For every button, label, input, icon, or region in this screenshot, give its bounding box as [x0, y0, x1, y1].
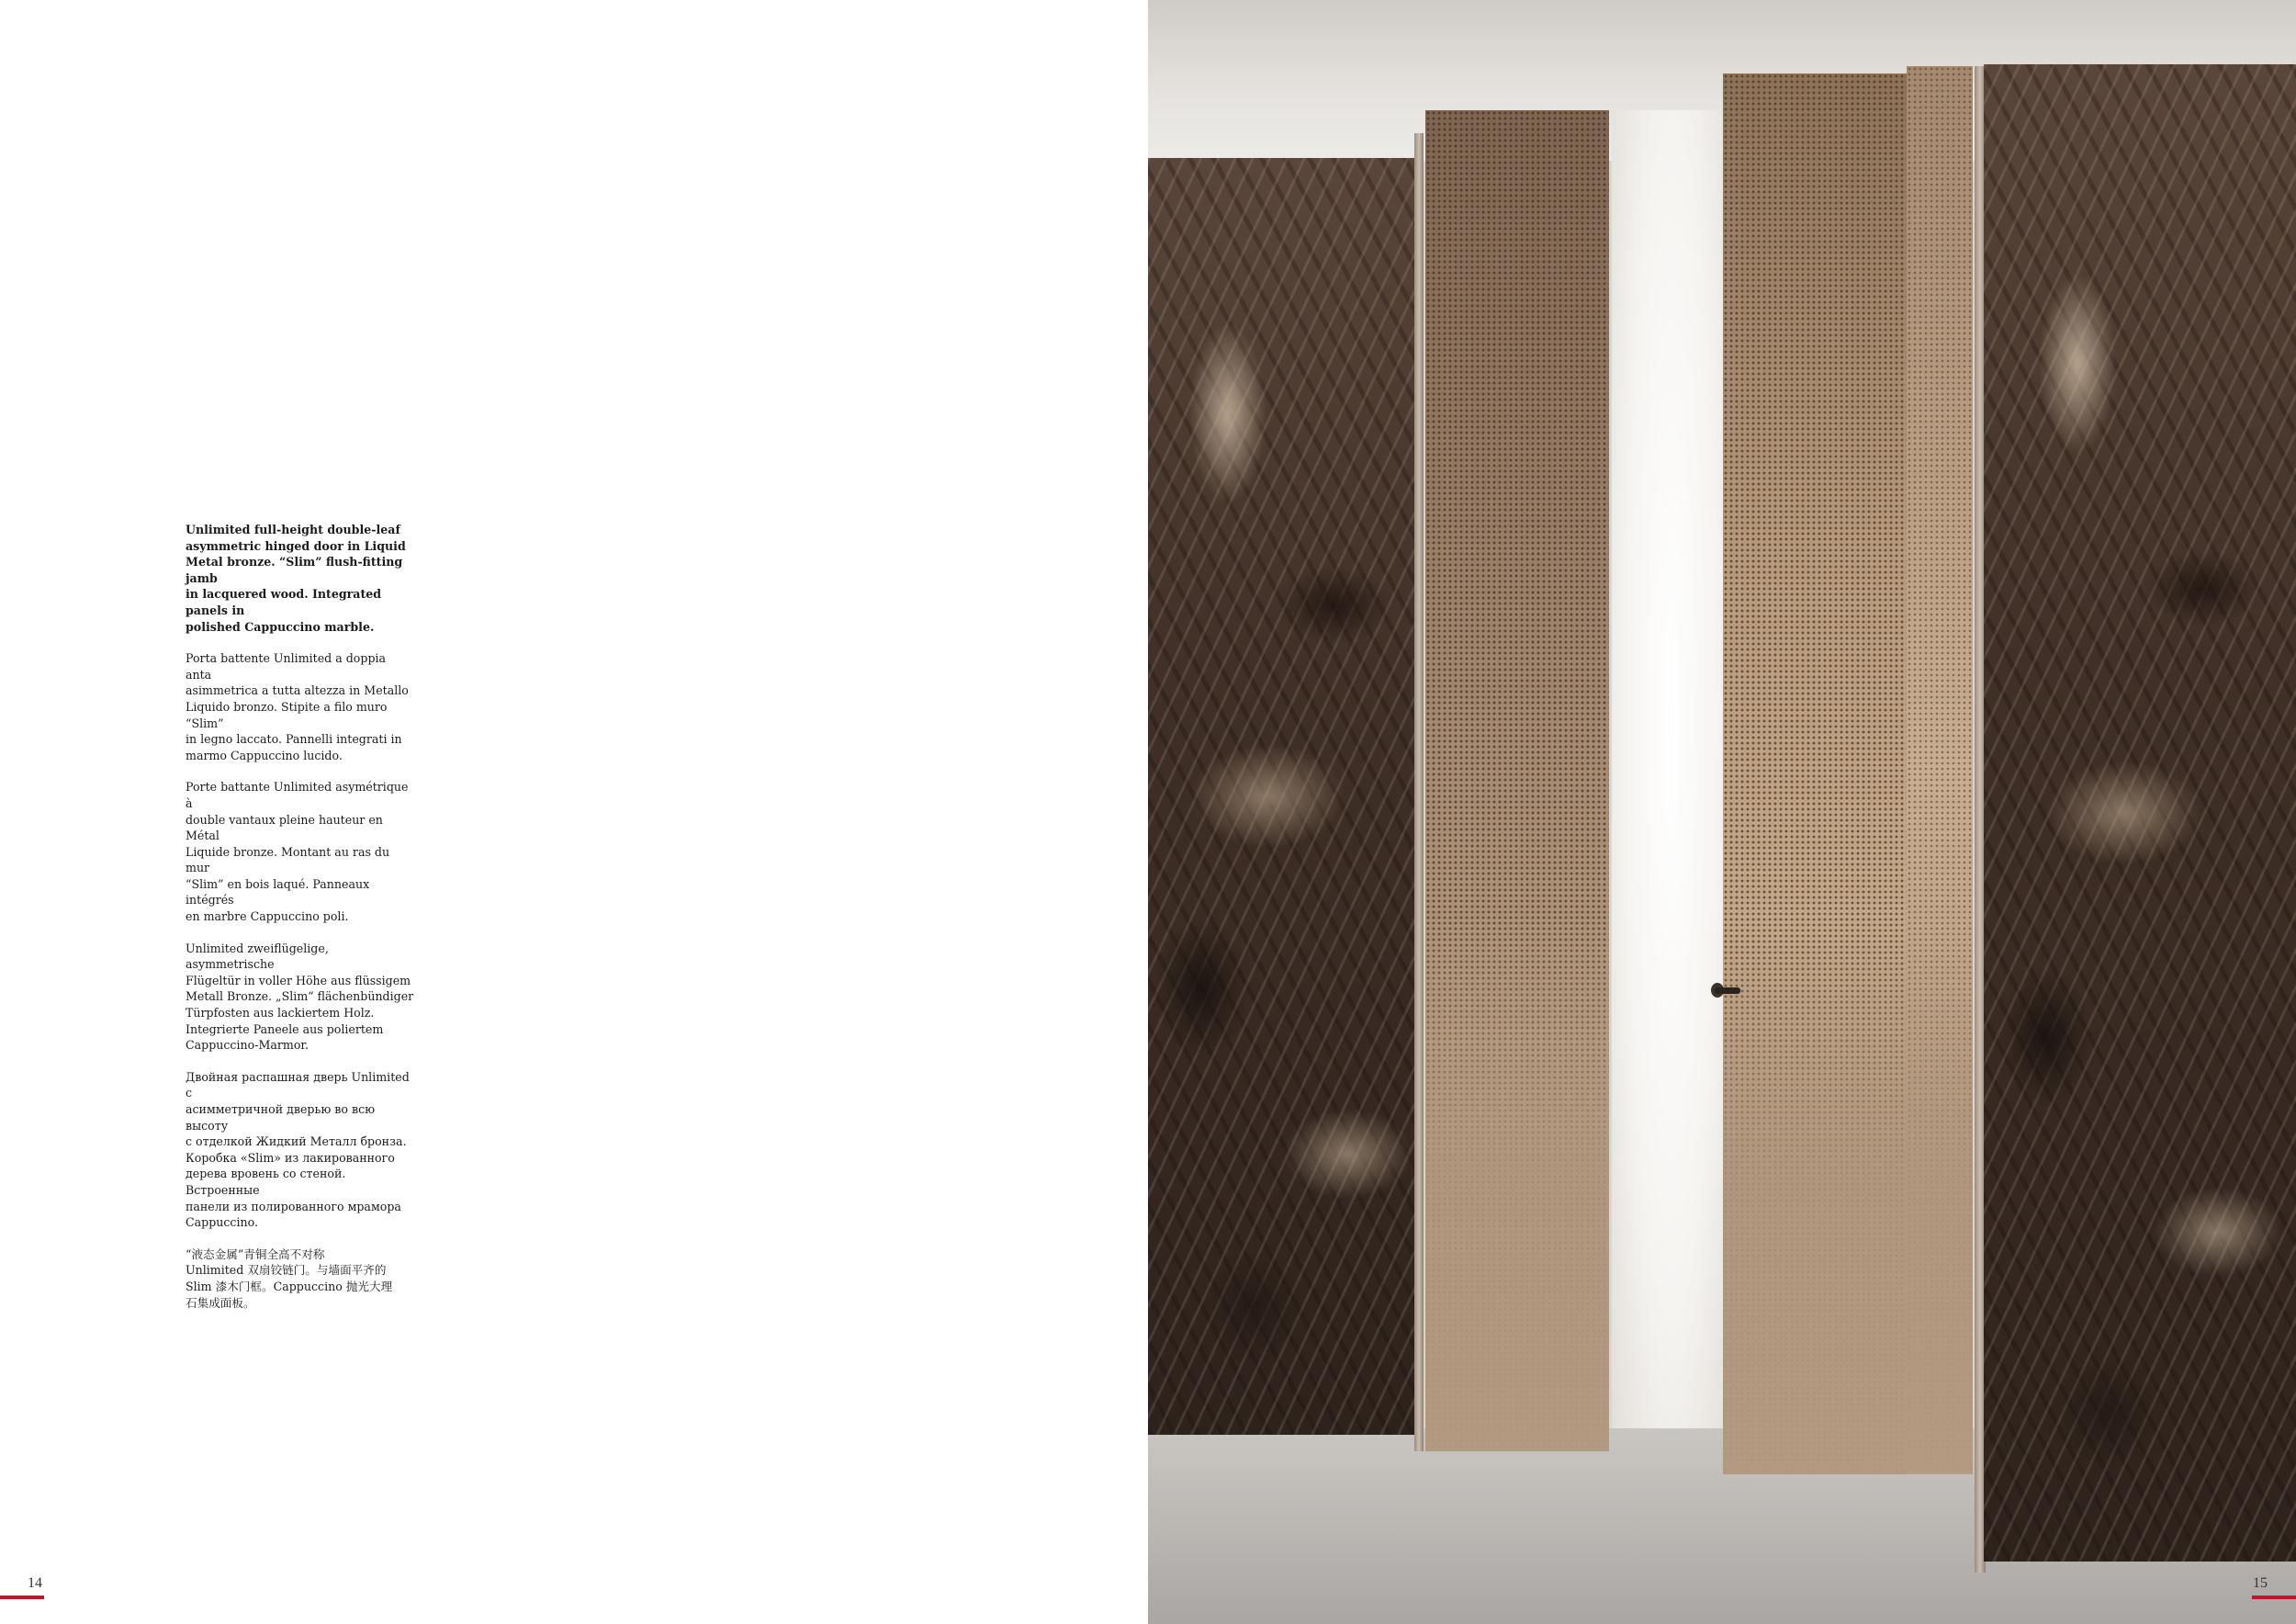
accent-line-right	[2252, 1596, 2296, 1599]
product-caption	[186, 522, 415, 1326]
accent-line-left	[0, 1596, 44, 1599]
caption-chinese: “液态金属”青铜全高不对称 Unlimited 双扇铰链门。与墙面平齐的 Slim 漆木门框。Cappuccino 抛光大理 石集成面板。	[186, 1246, 393, 1310]
door-opening-light	[1612, 110, 1731, 1470]
marble-panel-right	[1984, 64, 2296, 1562]
caption-german: Unlimited zweiflügelige, asymmetrische Flügeltür in voller Höhe aus flüssigem Metall Bronze. „Slim“ flächenbündiger Türpfosten aus lackiertem Holz. Integrierte Paneele aus poliertem Cappuccino-Marmor.	[186, 941, 414, 1053]
door-jamb-left	[1414, 133, 1424, 1451]
caption-russian: Двойная распашная дверь Unlimited с асимметричной дверью во всю высоту с отделкой Жидкий Металл бронза. Коробка «Slim» из лакированного дерева вровень со стеной. Встроенные панели из полированного мрамора Cappuccino.	[186, 1069, 410, 1230]
door-handle	[1715, 987, 1740, 994]
door-photo	[1148, 0, 2296, 1624]
page-number-left: 14	[28, 1575, 42, 1591]
caption-french: Porte battante Unlimited asymétrique à double vantaux pleine hauteur en Métal Liquide bronze. Montant au ras du mur “Slim” en bois laqué. Panneaux intégrés en marbre Cappuccino poli.	[186, 780, 409, 924]
bronze-gradient-right	[1723, 937, 1973, 1474]
marble-panel-left	[1148, 158, 1414, 1435]
page-number-right: 15	[2253, 1575, 2268, 1591]
caption-italian: Porta battente Unlimited a doppia anta asimmetrica a tutta altezza in Metallo Liquido bronzo. Stipite a filo muro “Slim” in legno laccato. Pannelli integrati in marmo Cappuccino lucido.	[186, 651, 409, 762]
bronze-gradient-left	[1425, 919, 1609, 1451]
caption-english: Unlimited full-height double-leaf asymmetric hinged door in Liquid Metal bronze. “Slim” flush-fitting jamb in lacquered wood. Integrated panels in polished Cappuccino marble.	[186, 523, 406, 634]
